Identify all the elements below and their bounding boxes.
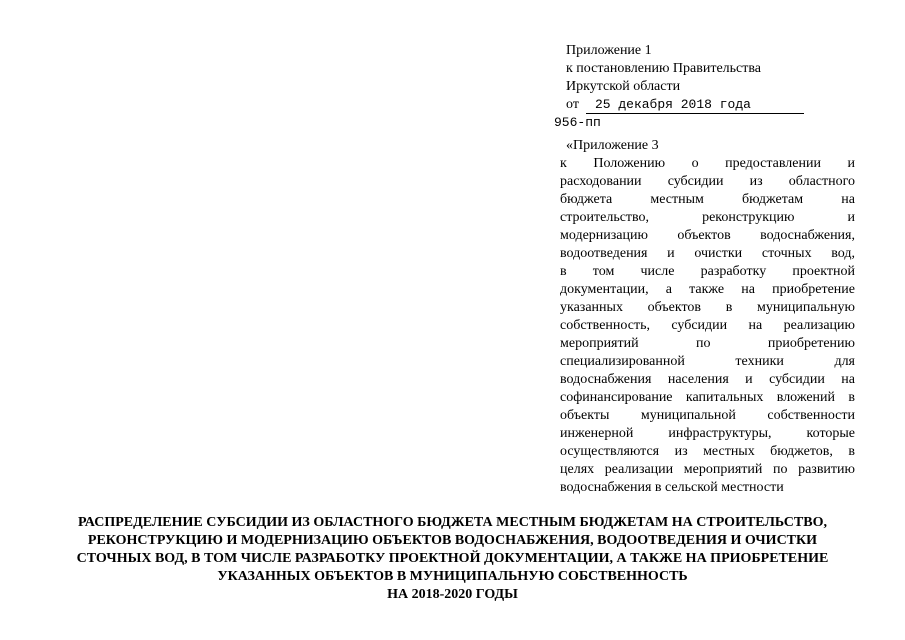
document-title (20, 514, 885, 604)
inner-appendix-line: бюджета местным бюджетам на (560, 192, 855, 207)
date-underline (586, 113, 804, 114)
title-line: УКАЗАННЫХ ОБЪЕКТОВ В МУНИЦИПАЛЬНУЮ СОБСТВЕННОСТЬ (217, 569, 688, 584)
inner-appendix-line: строительство, реконструкцию и (560, 210, 855, 225)
date-value: 25 декабря 2018 года (594, 97, 751, 112)
inner-appendix-line: объекты муниципальной собственности (560, 408, 855, 423)
inner-appendix-line: водоснабжения в сельской местности (560, 480, 784, 495)
title-line: СТОЧНЫХ ВОД, В ТОМ ЧИСЛЕ РАЗРАБОТКУ ПРОЕКТНОЙ ДОКУМЕНТАЦИИ, А ТАКЖЕ НА ПРИОБРЕТЕНИЕ (76, 551, 829, 566)
appendix-header (554, 42, 855, 497)
inner-appendix-line: целях реализации мероприятий по развитию (560, 462, 855, 477)
inner-appendix-line: мероприятий по приобретению (560, 336, 855, 351)
inner-appendix-line: документации, а также на приобретение (560, 282, 855, 297)
title-line: РЕКОНСТРУКЦИЮ И МОДЕРНИЗАЦИЮ ОБЪЕКТОВ ВОДОСНАБЖЕНИЯ, ВОДООТВЕДЕНИЯ И ОЧИСТКИ (87, 533, 818, 548)
appendix-label: Приложение 1 (566, 43, 652, 58)
inner-appendix-line: расходовании субсидии из областного (560, 174, 855, 189)
inner-appendix-line: осуществляются из местных бюджетов, в (560, 444, 855, 459)
inner-appendix-line: специализированной техники для (560, 354, 855, 369)
inner-appendix-line: инженерной инфраструктуры, которые (560, 426, 855, 441)
decree-number: 956-пп (554, 115, 601, 130)
decree-line: к постановлению Правительства (566, 61, 762, 76)
date-line (560, 96, 855, 114)
inner-appendix-line: модернизацию объектов водоснабжения, (560, 228, 855, 243)
inner-appendix-line: софинансирование капитальных вложений в (560, 390, 855, 405)
inner-appendix-line: водоснабжения населения и субсидии на (560, 372, 855, 387)
inner-appendix-line: собственность, субсидии на реализацию (560, 318, 855, 333)
title-line: НА 2018-2020 ГОДЫ (387, 587, 518, 602)
inner-appendix-line: в том числе разработку проектной (560, 264, 855, 279)
inner-appendix (560, 137, 855, 497)
inner-appendix-line: водоотведения и очистки сточных вод, (560, 246, 855, 261)
inner-appendix-line: к Положению о предоставлении и (560, 156, 855, 171)
region-line: Иркутской области (566, 79, 681, 94)
date-prefix: от (566, 97, 579, 112)
title-line: РАСПРЕДЕЛЕНИЕ СУБСИДИИ ИЗ ОБЛАСТНОГО БЮДЖЕТА МЕСТНЫМ БЮДЖЕТАМ НА СТРОИТЕЛЬСТВО, (78, 515, 827, 530)
inner-appendix-label: «Приложение 3 (566, 138, 659, 153)
inner-appendix-line: указанных объектов в муниципальную (560, 300, 855, 315)
